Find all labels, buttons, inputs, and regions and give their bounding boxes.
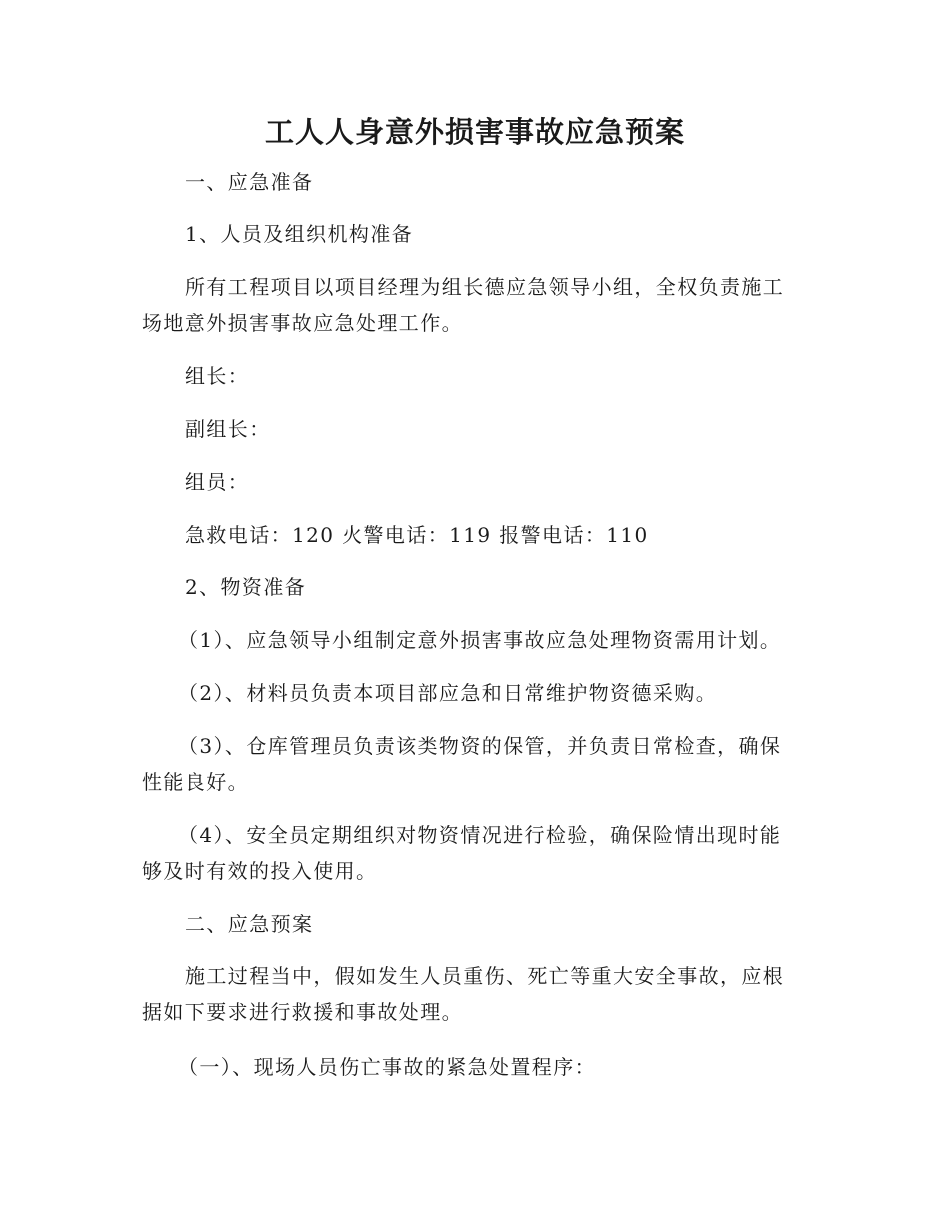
subsection-heading-casualty-procedure: （一）、现场人员伤亡事故的紧急处置程序： [178, 1055, 596, 1079]
list-item: （2）、材料员负责本项目部应急和日常维护物资德采购。 [178, 681, 718, 705]
deputy-leader-label: 副组长： [185, 417, 271, 441]
document-title: 工人人身意外损害事故应急预案 [264, 115, 685, 149]
list-item: （1）、应急领导小组制定意外损害事故应急处理物资需用计划。 [178, 628, 782, 652]
paragraph-line: 场地意外损害事故应急处理工作。 [142, 311, 463, 335]
subsection-heading-personnel: 1、人员及组织机构准备 [185, 222, 414, 246]
paragraph-line: 所有工程项目以项目经理为组长德应急领导小组，全权负责施工 [185, 275, 785, 299]
emergency-phone-numbers: 急救电话：120 火警电话：119 报警电话：110 [185, 523, 649, 547]
team-leader-label: 组长： [185, 364, 250, 388]
team-members-label: 组员： [185, 470, 250, 494]
list-item-continuation: 够及时有效的投入使用。 [142, 859, 378, 883]
list-item-continuation: 性能良好。 [142, 770, 249, 794]
subsection-heading-materials: 2、物资准备 [185, 575, 307, 599]
paragraph-line: 据如下要求进行救援和事故处理。 [142, 1000, 463, 1024]
section-heading-emergency-preparation: 一、应急准备 [185, 170, 314, 194]
list-item: （3）、仓库管理员负责该类物资的保管，并负责日常检查，确保 [178, 734, 782, 758]
list-item: （4）、安全员定期组织对物资情况进行检验，确保险情出现时能 [178, 823, 782, 847]
paragraph-line: 施工过程当中，假如发生人员重伤、死亡等重大安全事故，应根 [185, 964, 785, 988]
section-heading-emergency-plan: 二、应急预案 [185, 912, 314, 936]
